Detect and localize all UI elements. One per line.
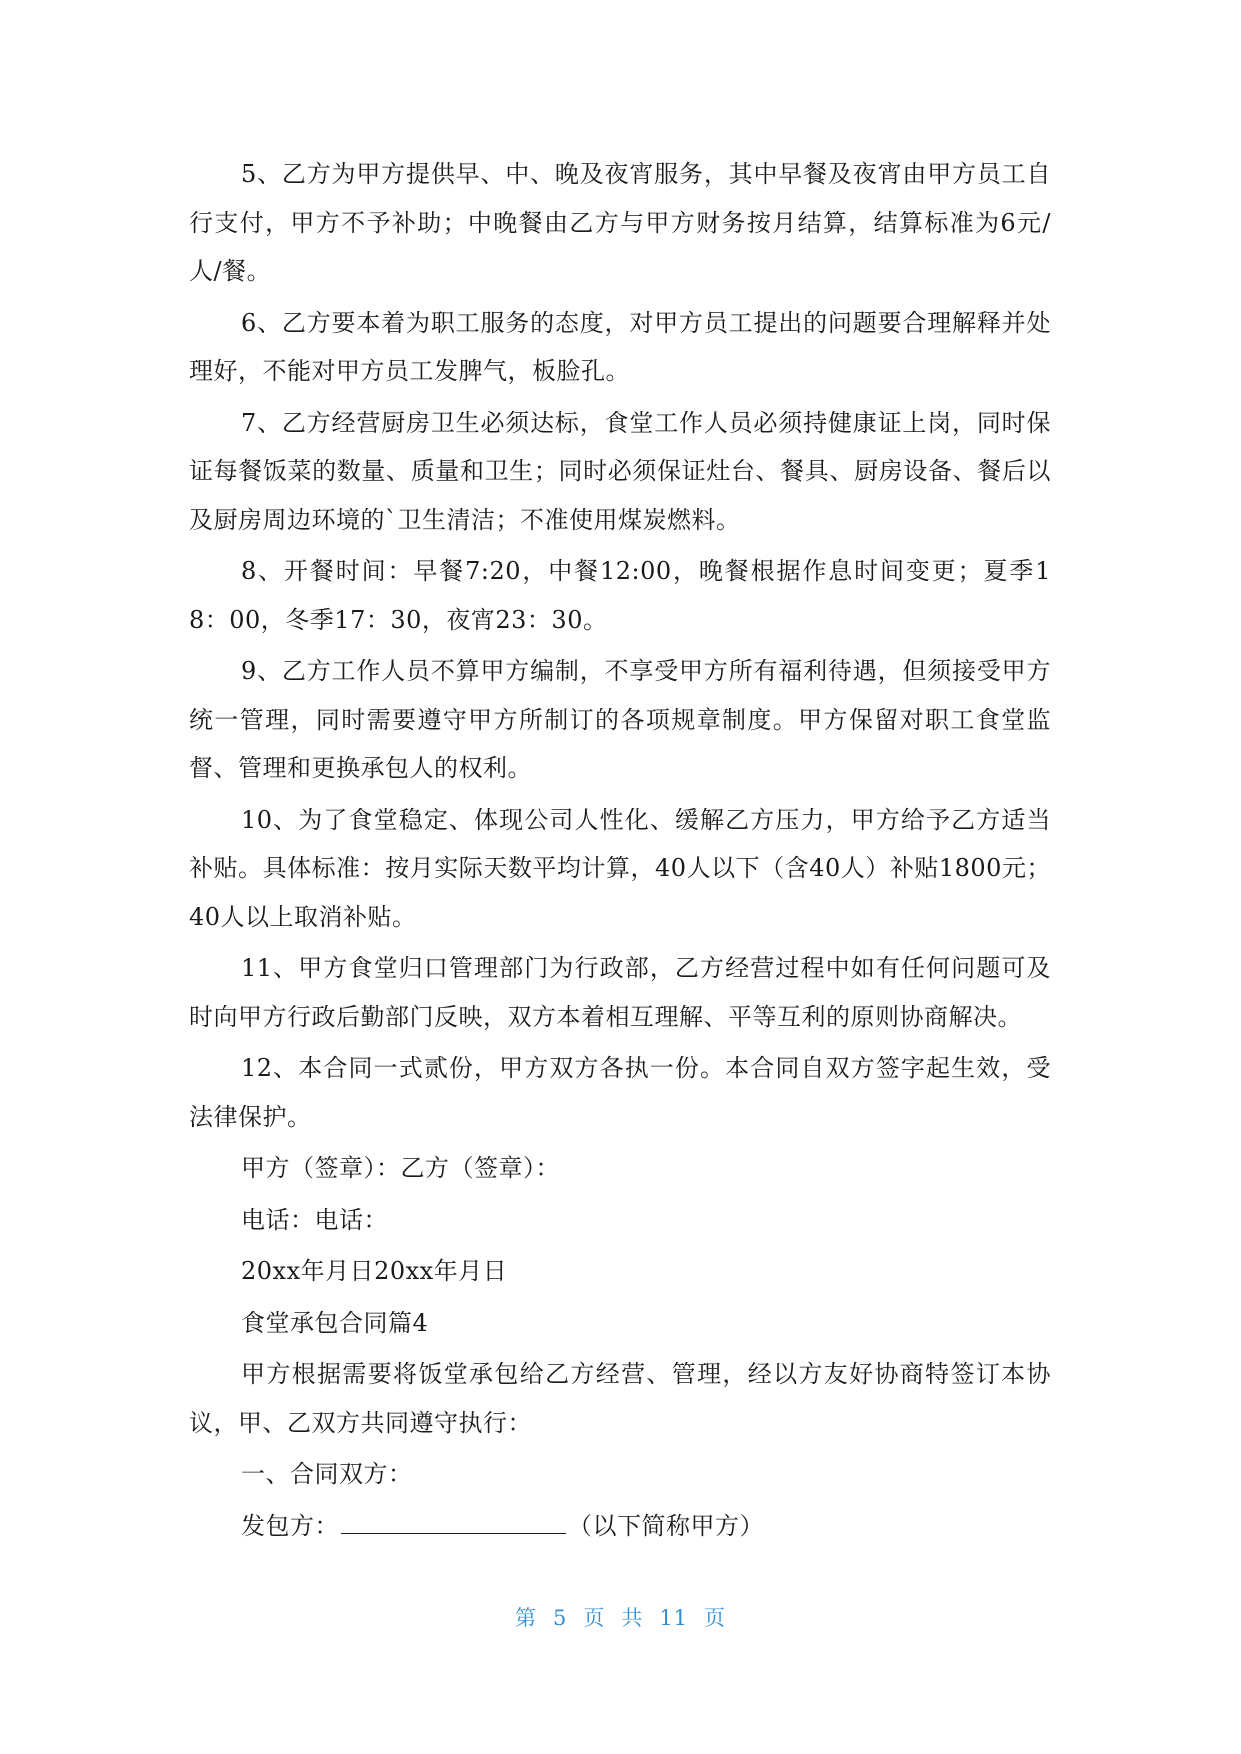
clause-5: 5、乙方为甲方提供早、中、晚及夜宵服务，其中早餐及夜宵由甲方员工自行支付，甲方不予补助；中晚餐由乙方与甲方财务按月结算，结算标准为6元/人/餐。: [189, 160, 1051, 285]
clause-11: 11、甲方食堂归口管理部门为行政部，乙方经营过程中如有任何问题可及时向甲方行政后勤部门反映，双方本着相互理解、平等互利的原则协商解决。: [189, 954, 1051, 1031]
section-heading: 食堂承包合同篇4: [241, 1308, 429, 1337]
footer-di: 第: [514, 1606, 537, 1630]
intro-paragraph: 甲方根据需要将饭堂承包给乙方经营、管理，经以方友好协商特签订本协议，甲、乙双方共同遵守执行：: [189, 1360, 1051, 1437]
contractor-suffix: （以下简称甲方）: [568, 1511, 764, 1540]
clause-6: 6、乙方要本着为职工服务的态度，对甲方员工提出的问题要合理解释并处理好，不能对甲方员工发脾气，板脸孔。: [189, 308, 1051, 385]
phone-line: 电话：电话：: [241, 1205, 388, 1234]
parties-heading: 一、合同双方：: [241, 1460, 413, 1488]
clause-10: 10、为了食堂稳定、体现公司人性化、缓解乙方压力，甲方给予乙方适当补贴。具体标准：按月实际天数平均计算，40人以下（含40人）补贴1800元；40人以上取消补贴。: [189, 805, 1051, 931]
page-footer: [0, 1602, 1241, 1632]
footer-ye: 页: [583, 1606, 606, 1630]
clause-9: 9、乙方工作人员不算甲方编制，不享受甲方所有福利待遇，但须接受甲方统一管理，同时需要遵守甲方所制订的各项规章制度。甲方保留对职工食堂监督、管理和更换承包人的权利。: [189, 657, 1051, 782]
footer-total-pages: 11: [659, 1606, 689, 1630]
footer-page-number: 5: [552, 1606, 568, 1630]
date-line: 20xx年月日20xx年月日: [241, 1257, 508, 1285]
document-body: [189, 150, 1051, 1553]
signature-line: 甲方（签章）：乙方（签章）：: [241, 1154, 560, 1182]
contractor-line: [189, 1502, 1051, 1551]
footer-ye2: 页: [704, 1606, 727, 1630]
clause-8: 8、开餐时间：早餐7:20，中餐12:00，晚餐根据作息时间变更；夏季18：00，冬季17：30，夜宵23：30。: [189, 557, 1051, 634]
footer-gong: 共: [621, 1606, 644, 1630]
contractor-label: 发包方：: [241, 1511, 339, 1540]
contractor-blank: [341, 1507, 566, 1534]
clause-7: 7、乙方经营厨房卫生必须达标，食堂工作人员必须持健康证上岗，同时保证每餐饭菜的数量、质量和卫生；同时必须保证灶台、餐具、厨房设备、餐后以及厨房周边环境的`卫生清洁；不准使用煤炭燃料。: [189, 408, 1051, 534]
clause-12: 12、本合同一式贰份，甲方双方各执一份。本合同自双方签字起生效，受法律保护。: [189, 1054, 1051, 1131]
